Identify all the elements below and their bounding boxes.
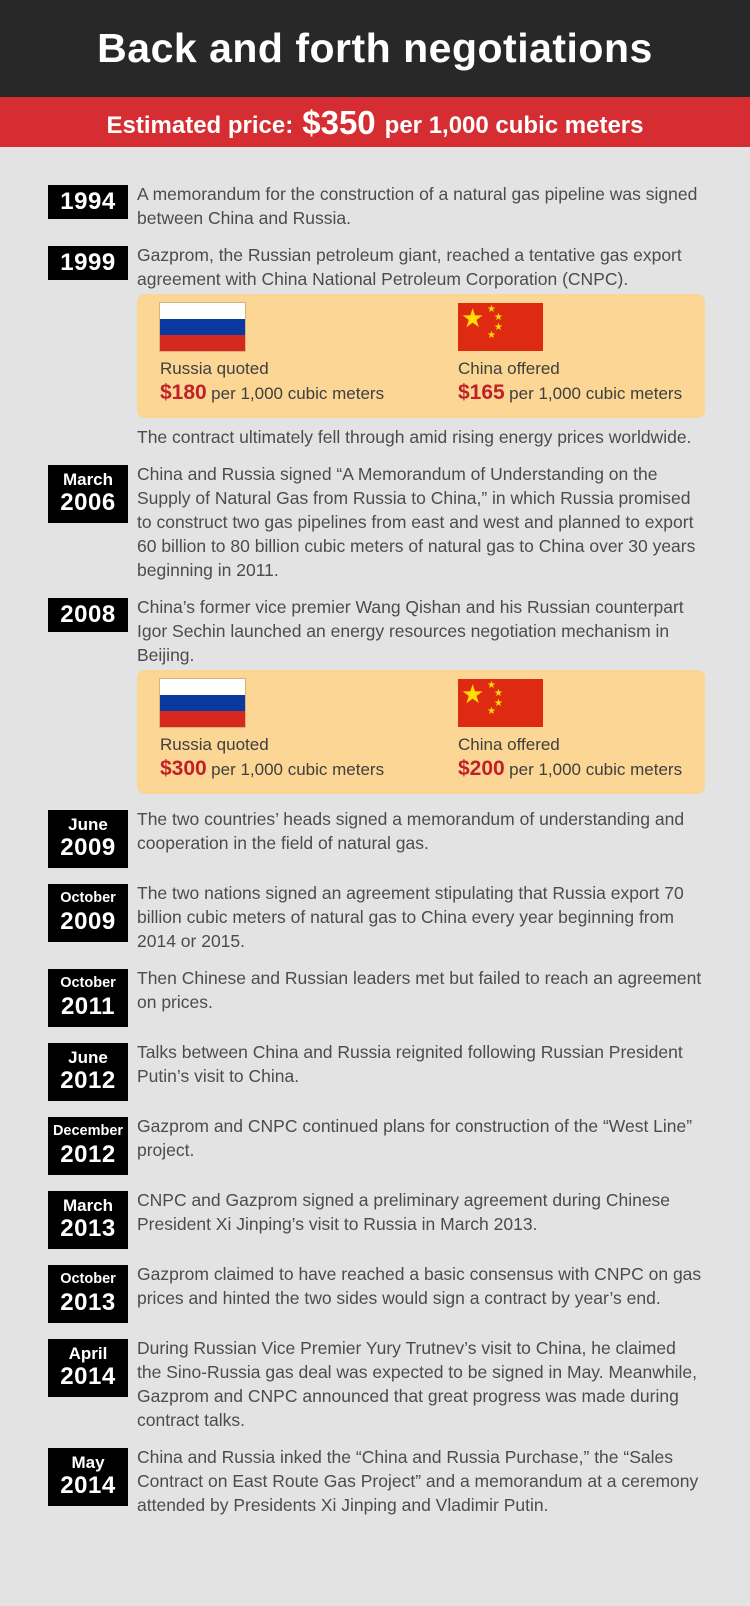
quote-price-line bbox=[458, 380, 695, 407]
timeline-entry bbox=[48, 1191, 705, 1249]
date-badge bbox=[48, 810, 128, 868]
flag-stripe bbox=[160, 695, 245, 711]
entry-body bbox=[137, 595, 705, 794]
quote-label: China offered bbox=[458, 735, 560, 754]
badge-month: June bbox=[68, 1048, 108, 1067]
timeline-entry bbox=[48, 1265, 705, 1323]
date-badge bbox=[48, 1448, 128, 1506]
badge-month: April bbox=[68, 1344, 108, 1363]
star-icon: ★ bbox=[487, 680, 496, 691]
quote-unit: per 1,000 cubic meters bbox=[509, 760, 683, 779]
banner-suffix: per 1,000 cubic meters bbox=[384, 112, 644, 139]
entry-text: During Russian Vice Premier Yury Trutnev’s visit to China, he claimed the Sino-Russia gas deal was expected to be signed in May. Meanwhile, Gazprom and CNPC announced that great progress was made during contract talks. bbox=[137, 1338, 697, 1430]
timeline-entry bbox=[48, 1043, 705, 1101]
russia-flag-icon bbox=[160, 303, 245, 351]
entry-body bbox=[137, 1262, 705, 1310]
timeline-entry bbox=[48, 465, 705, 582]
date-badge bbox=[48, 969, 128, 1027]
quote-price-line bbox=[160, 380, 458, 407]
entry-text: China’s former vice premier Wang Qishan and his Russian counterpart Igor Sechin launched an energy resources negotiation mechanism in Beijing. bbox=[137, 597, 684, 665]
date-badge bbox=[48, 884, 128, 942]
entry-text: Gazprom claimed to have reached a basic consensus with CNPC on gas prices and hinted the two sides would sign a contract by year’s end. bbox=[137, 1264, 702, 1308]
quote-price-line bbox=[458, 756, 695, 783]
entry-text: The two countries’ heads signed a memorandum of understanding and cooperation in the field of natural gas. bbox=[137, 809, 685, 853]
date-badge bbox=[48, 465, 128, 523]
quote-label: China offered bbox=[458, 359, 560, 378]
entry-body bbox=[137, 1040, 705, 1088]
badge-month: June bbox=[68, 815, 108, 834]
quote-price: $200 bbox=[458, 757, 505, 780]
china-flag-icon bbox=[458, 303, 543, 351]
entry-body bbox=[137, 462, 705, 582]
date-badge bbox=[48, 1117, 128, 1175]
badge-month: December bbox=[52, 1123, 124, 1139]
entry-body bbox=[137, 881, 705, 953]
timeline-entry bbox=[48, 1339, 705, 1432]
entry-body bbox=[137, 1445, 705, 1517]
header-bar bbox=[0, 0, 750, 97]
banner-prefix: Estimated price: bbox=[106, 112, 294, 139]
date-badge bbox=[48, 1191, 128, 1249]
star-icon: ★ bbox=[494, 322, 503, 333]
star-icon: ★ bbox=[461, 680, 485, 710]
quote-unit: per 1,000 cubic meters bbox=[211, 384, 385, 403]
badge-year: 1994 bbox=[60, 188, 116, 215]
badge-year: 2008 bbox=[60, 601, 116, 628]
entry-body bbox=[137, 807, 705, 855]
entry-text: Gazprom and CNPC continued plans for construction of the “West Line” project. bbox=[137, 1116, 693, 1160]
date-badge bbox=[48, 1043, 128, 1101]
entry-text: Talks between China and Russia reignited following Russian President Putin’s visit to China. bbox=[137, 1042, 683, 1086]
flag-stripe bbox=[160, 711, 245, 727]
timeline-entry bbox=[48, 185, 705, 230]
price-comparison-box bbox=[137, 670, 705, 794]
timeline-entry bbox=[48, 810, 705, 868]
badge-year: 2012 bbox=[60, 1141, 116, 1168]
date-badge bbox=[48, 246, 128, 280]
badge-year: 2006 bbox=[60, 489, 116, 516]
china-quote bbox=[458, 303, 695, 407]
quote-label: Russia quoted bbox=[160, 359, 269, 378]
badge-month: May bbox=[71, 1453, 105, 1472]
quote-label: Russia quoted bbox=[160, 735, 269, 754]
russia-flag-icon bbox=[160, 679, 245, 727]
timeline bbox=[0, 147, 750, 1553]
entry-text: Gazprom, the Russian petroleum giant, reached a tentative gas export agreement with China National Petroleum Corporation (CNPC). bbox=[137, 245, 682, 289]
entry-body bbox=[137, 1114, 705, 1162]
entry-text: Then Chinese and Russian leaders met but failed to reach an agreement on prices. bbox=[137, 968, 702, 1012]
badge-month: October bbox=[60, 1271, 116, 1287]
china-flag-icon bbox=[458, 679, 543, 727]
star-icon: ★ bbox=[487, 330, 496, 341]
timeline-entry bbox=[48, 246, 705, 449]
entry-text: A memorandum for the construction of a natural gas pipeline was signed between China and Russia. bbox=[137, 184, 698, 228]
entry-text: The two nations signed an agreement stipulating that Russia export 70 billion cubic meters of natural gas to China every year beginning from 2014 or 2015. bbox=[137, 883, 684, 951]
estimated-price-banner bbox=[0, 97, 750, 147]
quote-price-line bbox=[160, 756, 458, 783]
badge-month: March bbox=[62, 1196, 114, 1215]
quote-price: $165 bbox=[458, 381, 505, 404]
quote-unit: per 1,000 cubic meters bbox=[509, 384, 683, 403]
timeline-entry bbox=[48, 969, 705, 1027]
timeline-entry bbox=[48, 598, 705, 794]
entry-body bbox=[137, 1188, 705, 1236]
badge-year: 2009 bbox=[60, 834, 116, 861]
star-icon: ★ bbox=[487, 706, 496, 717]
badge-year: 2014 bbox=[60, 1363, 116, 1390]
flag-stripe bbox=[160, 679, 245, 695]
star-icon: ★ bbox=[487, 304, 496, 315]
badge-year: 2012 bbox=[60, 1067, 116, 1094]
star-icon: ★ bbox=[461, 304, 485, 334]
star-icon: ★ bbox=[494, 688, 503, 699]
russia-quote bbox=[160, 303, 458, 407]
star-icon: ★ bbox=[494, 698, 503, 709]
entry-body bbox=[137, 966, 705, 1014]
quote-unit: per 1,000 cubic meters bbox=[211, 760, 385, 779]
badge-year: 2014 bbox=[60, 1472, 116, 1499]
badge-month: October bbox=[60, 890, 116, 906]
badge-year: 2013 bbox=[60, 1215, 116, 1242]
price-comparison-box bbox=[137, 294, 705, 418]
date-badge bbox=[48, 1339, 128, 1397]
entry-text: China and Russia signed “A Memorandum of Understanding on the Supply of Natural Gas from Russia to China,” in which Russia promised to construct two gas pipelines from east and west and planned to export 60 billion to 80 billion cubic meters of natural gas to China over 30 years beginning in 2011. bbox=[137, 464, 696, 580]
entry-body bbox=[137, 243, 705, 449]
russia-quote bbox=[160, 679, 458, 783]
banner-price: $350 bbox=[302, 104, 376, 141]
badge-month: October bbox=[60, 975, 116, 991]
flag-stripe bbox=[160, 335, 245, 351]
page-title: Back and forth negotiations bbox=[97, 25, 653, 71]
entry-text: CNPC and Gazprom signed a preliminary agreement during Chinese President Xi Jinping’s visit to Russia in March 2013. bbox=[137, 1190, 671, 1234]
date-badge bbox=[48, 1265, 128, 1323]
badge-year: 2013 bbox=[60, 1289, 116, 1316]
timeline-entry bbox=[48, 1117, 705, 1175]
flag-stripe bbox=[160, 303, 245, 319]
entry-text: China and Russia inked the “China and Russia Purchase,” the “Sales Contract on East Route Gas Project” and a memorandum at a ceremony attended by Presidents Xi Jinping and Vladimir Putin. bbox=[137, 1447, 699, 1515]
badge-year: 2009 bbox=[60, 908, 116, 935]
badge-year: 1999 bbox=[60, 249, 116, 276]
date-badge bbox=[48, 185, 128, 219]
date-badge bbox=[48, 598, 128, 632]
entry-body bbox=[137, 182, 705, 230]
quote-price: $180 bbox=[160, 381, 207, 404]
flag-stripe bbox=[160, 319, 245, 335]
star-icon: ★ bbox=[494, 312, 503, 323]
entry-body bbox=[137, 1336, 705, 1432]
timeline-entry bbox=[48, 1448, 705, 1517]
china-quote bbox=[458, 679, 695, 783]
badge-month: March bbox=[62, 470, 114, 489]
timeline-entry bbox=[48, 884, 705, 953]
entry-followup-text: The contract ultimately fell through amid rising energy prices worldwide. bbox=[137, 427, 692, 447]
quote-price: $300 bbox=[160, 757, 207, 780]
badge-year: 2011 bbox=[60, 993, 116, 1020]
